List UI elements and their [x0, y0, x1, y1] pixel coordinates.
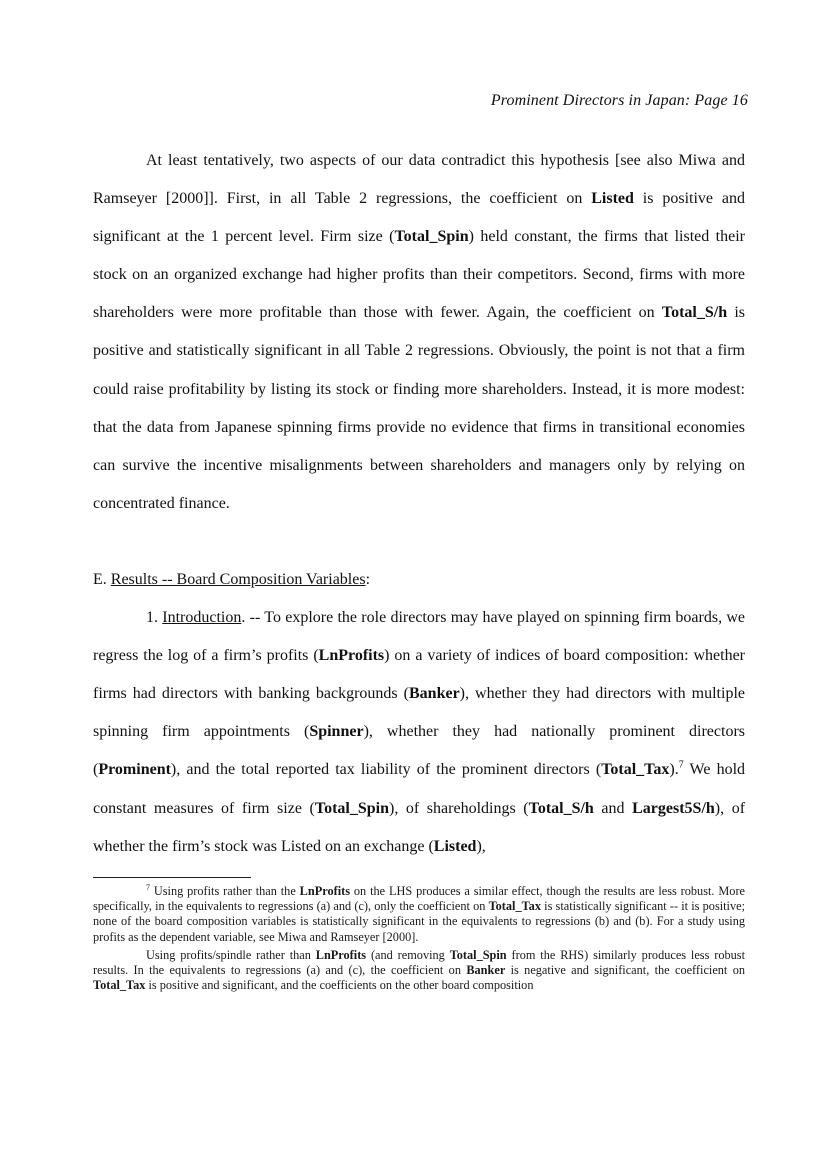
- text-run: We hold constant measures of firm size (: [93, 761, 746, 817]
- term-listed: Listed: [591, 190, 634, 208]
- term-total-sh: Total_S/h: [661, 304, 728, 322]
- term-banker: Banker: [409, 685, 460, 703]
- text-run: ), and the total reported tax liability of the prominent directors (: [170, 761, 602, 779]
- text-run: ),: [476, 837, 486, 855]
- term-lnprofits: LnProfits: [315, 947, 367, 962]
- footnote-separator: [93, 877, 251, 878]
- term-total-tax: Total_Tax: [601, 761, 670, 779]
- term-lnprofits: LnProfits: [318, 647, 385, 665]
- term-prominent: Prominent: [98, 761, 171, 779]
- term-total-sh: Total_S/h: [528, 799, 594, 817]
- text-run: ).: [669, 761, 679, 779]
- text-run: Using profits/spindle rather than: [146, 947, 316, 962]
- text-run: is statistically significant -- it is positive; none of the board composition variables is statistically significant in the equivalents to regressions (b) and (b). For a study using profits as the dependent variable, see Miwa and Ramseyer [2000].: [93, 899, 746, 944]
- section-heading-e: [93, 561, 745, 599]
- text-run: ) held constant, the firms that listed their stock on an organized exchange had higher profits than their competitors. Second, firms with more shareholders were more profitable than those with fewer. Again, the coefficient on: [93, 228, 746, 322]
- text-run: ) on a variety of indices of board composition: whether firms had directors with banking backgrounds (: [93, 647, 745, 703]
- term-total-tax: Total_Tax: [93, 978, 146, 993]
- text-run: and: [593, 799, 633, 817]
- term-banker: Banker: [466, 963, 506, 978]
- text-run: At least tentatively, two aspects of our data contradict this hypothesis [see also Miwa and Ramseyer [2000]]. First, in all Table 2 regressions, the coefficient on: [93, 152, 745, 208]
- text-run: ), of whether the firm’s stock was Listed on an exchange (: [93, 799, 746, 855]
- subsection-number: 1.: [146, 609, 163, 627]
- main-text: [93, 142, 745, 866]
- text-run: ), whether they had directors with multiple spinning firm appointments (: [93, 685, 745, 741]
- footnote-number: 7: [146, 882, 150, 892]
- text-run: is positive and significant, and the coefficients on the other board composition: [145, 978, 534, 993]
- footnotes: [93, 884, 745, 993]
- text-run: is positive and statistically significant in all Table 2 regressions. Obviously, the point is not that a firm could raise profitability by listing its stock or finding more shareholders. Instead, it is more modest: that the data from Japanese spinning firms provide no evidence that firms in transitional economies can survive the incentive misalignments between shareholders and managers only by relying on concentrated finance.: [93, 304, 746, 512]
- term-lnprofits: LnProfits: [299, 884, 351, 898]
- term-total-spin: Total_Spin: [449, 947, 507, 962]
- text-run: is negative and significant, the coefficient on: [505, 963, 745, 978]
- running-head: Prominent Directors in Japan: Page 16: [490, 92, 748, 109]
- section-title: Results -- Board Composition Variables: [110, 570, 366, 588]
- text-run: Using profits rather than the: [150, 884, 300, 898]
- subsection-title: Introduction: [162, 609, 242, 627]
- footnote-7-continued: [93, 948, 745, 994]
- term-total-spin: Total_Spin: [394, 228, 469, 246]
- term-total-spin: Total_Spin: [314, 799, 389, 817]
- text-run: on the LHS produces a similar effect, though the results are less robust. More specifically, in the equivalents to regressions (a) and (c), only the coefficient on: [93, 884, 745, 914]
- text-run: ), of shareholdings (: [388, 799, 529, 817]
- term-spinner: Spinner: [309, 723, 364, 741]
- text-run: ), whether they had nationally prominent directors (: [93, 723, 746, 779]
- text-run: is positive and significant at the 1 percent level. Firm size (: [93, 190, 746, 246]
- section-colon: :: [365, 570, 371, 588]
- text-run: . -- To explore the role directors may have played on spinning firm boards, we regress the log of a firm’s profits (: [93, 609, 745, 665]
- section-letter: E.: [93, 570, 111, 588]
- text-run: from the RHS) similarly produces less robust results. In the equivalents to regressions (a) and (c), the coefficient on: [93, 947, 745, 978]
- footnote-ref-7[interactable]: 7: [678, 760, 684, 772]
- term-listed: Listed: [433, 837, 477, 855]
- paragraph-listed-shareholders: [93, 142, 745, 523]
- paragraph-introduction: [93, 599, 745, 866]
- text-run: (and removing: [366, 947, 450, 962]
- term-total-tax: Total_Tax: [488, 899, 541, 914]
- term-largest5sh: Largest5S/h: [632, 799, 715, 817]
- footnote-7: [93, 884, 745, 945]
